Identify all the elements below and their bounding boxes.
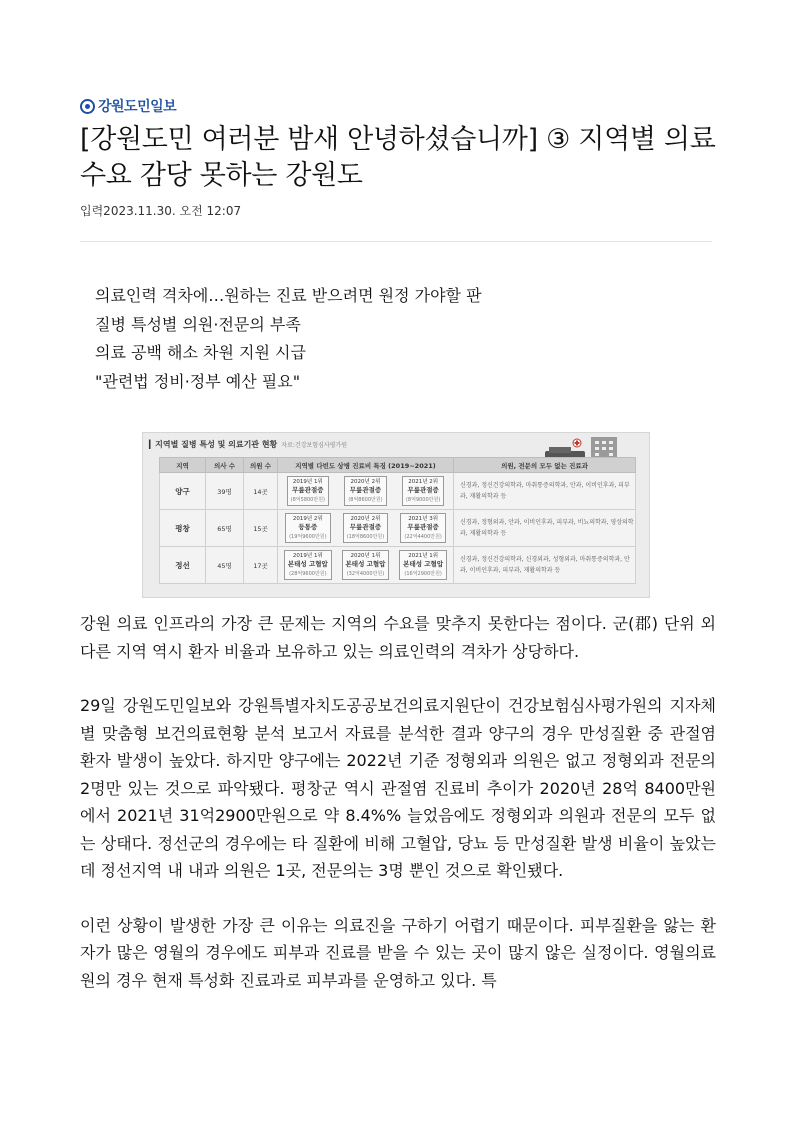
table-row [160, 510, 636, 547]
trend-box: 2021년 3위 무릎관절증 (22억4400만원) [400, 513, 445, 544]
region-table [159, 457, 636, 584]
missing-departments-cell: 신경과, 정신건강의학과, 마취통증의학과, 안과, 이비인후과, 피부과, 재활의학과 등 [454, 473, 636, 510]
body-paragraph: 강원 의료 인프라의 가장 큰 문제는 지역의 수요를 맞추지 못한다는 점이다. 군(郡) 단위 외 다른 지역 역시 환자 비율과 보유하고 있는 의료인력의 격차가 상당하다. [80, 614, 716, 661]
infographic-image[interactable] [142, 432, 650, 598]
infographic-source: 자료:건강보험심사평가원 [281, 442, 348, 449]
trend-box: 2020년 1위 본태성 고혈압 (32억4000만원) [342, 550, 390, 581]
missing-departments-cell: 신경과, 정신건강의학과, 신경외과, 성형외과, 마취통증의학과, 안과, 이비인후과, 피부과, 재활의학과 등 [454, 547, 636, 584]
article-body [80, 610, 716, 1021]
trend-box: 2021년 1위 본태성 고혈압 (16억2900만원) [399, 550, 447, 581]
logo-icon [80, 99, 95, 114]
trend-box: 2020년 2위 무릎관절증 (8억8600만원) [344, 476, 386, 507]
infographic-title: ▎지역별 질병 특성 및 의료기관 현황 [149, 440, 278, 449]
publisher-name: 강원도민일보 [98, 99, 177, 115]
trend-cell [278, 510, 454, 547]
doctor-count-cell: 39명 [206, 473, 244, 510]
column-header: 지역 [160, 458, 206, 473]
column-header: 지역별 다빈도 상병 진료비 특징 (2019~2021) [278, 458, 454, 473]
table-row [160, 547, 636, 584]
region-cell: 양구 [160, 473, 206, 510]
article-title: [강원도민 여러분 밤새 안녕하셨습니까] ③ 지역별 의료 수요 감당 못하는 강원도 [80, 124, 716, 191]
body-paragraph: 이런 상황이 발생한 가장 큰 이유는 의료진을 구하기 어렵기 때문이다. 피부질환을 앓는 환자가 많은 영월의 경우에도 피부과 진료를 받을 수 있는 곳이 많지 않은 실정이다. 영월의료원의 경우 현재 특성화 진료과로 피부과를 운영하고 있다. 특 [80, 915, 716, 990]
column-header: 의원 수 [244, 458, 278, 473]
subhead: 질병 특성별 의원·전문의 부족 [95, 314, 301, 334]
article-subheads [95, 282, 482, 396]
body-paragraph: 29일 강원도민일보와 강원특별자치도공공보건의료지원단이 건강보험심사평가원의 지자체별 맞춤형 보건의료현황 분석 보고서 자료를 분석한 결과 양구의 경우 만성질환 중 관절염 환자 발생이 높았다. 하지만 양구에는 2022년 기준 정형외과 의원은 없고 정형외과 전문의 2명만 있는 것으로 파악됐다. 평창군 역시 관절염 진료비 추이가 2020년 28억 8400만원에서 2021년 31억2900만원으로 약 8.4%% 늘었음에도 정형외과 의원과 전문의 모두 없는 상태다. 정선군의 경우에는 타 질환에 비해 고혈압, 당뇨 등 만성질환 발생 비율이 높았는데 정선지역 내 내과 의원은 1곳, 전문의는 3명 뿐인 것으로 확인됐다. [80, 696, 716, 880]
article-dateline: 입력2023.11.30. 오전 12:07 [80, 204, 242, 218]
subhead: "관련법 정비·정부 예산 필요" [95, 371, 301, 391]
clinic-count-cell: 15곳 [244, 510, 278, 547]
trend-cell [278, 473, 454, 510]
subhead: 의료인력 격차에…원하는 진료 받으려면 원정 가야할 판 [95, 286, 482, 305]
doctor-count-cell: 45명 [206, 547, 244, 584]
clinic-count-cell: 14곳 [244, 473, 278, 510]
doctor-count-cell: 65명 [206, 510, 244, 547]
trend-box: 2021년 2위 무릎관절증 (8억9000만원) [402, 476, 444, 507]
column-header: 의사 수 [206, 458, 244, 473]
infographic-header [149, 439, 347, 450]
header-divider [80, 241, 712, 242]
region-cell: 평창 [160, 510, 206, 547]
column-header: 의원, 전문의 모두 없는 진료과 [454, 458, 636, 473]
trend-box: 2019년 1위 본태성 고혈압 (28억9600만원) [284, 550, 332, 581]
trend-box: 2019년 1위 무릎관절증 (8억5800만원) [287, 476, 329, 507]
table-row [160, 473, 636, 510]
publisher-logo[interactable] [80, 96, 176, 116]
missing-departments-cell: 신경과, 정형외과, 안과, 이비인후과, 피부과, 비뇨의학과, 영상의학과, 재활의학과 등 [454, 510, 636, 547]
clinic-count-cell: 17곳 [244, 547, 278, 584]
region-cell: 정선 [160, 547, 206, 584]
trend-box: 2020년 2위 무릎관절증 (18억8600만원) [343, 513, 388, 544]
subhead: 의료 공백 해소 차원 지원 시급 [95, 343, 306, 362]
trend-cell [278, 547, 454, 584]
trend-box: 2019년 2위 등통증 (19억9600만원) [285, 513, 330, 544]
